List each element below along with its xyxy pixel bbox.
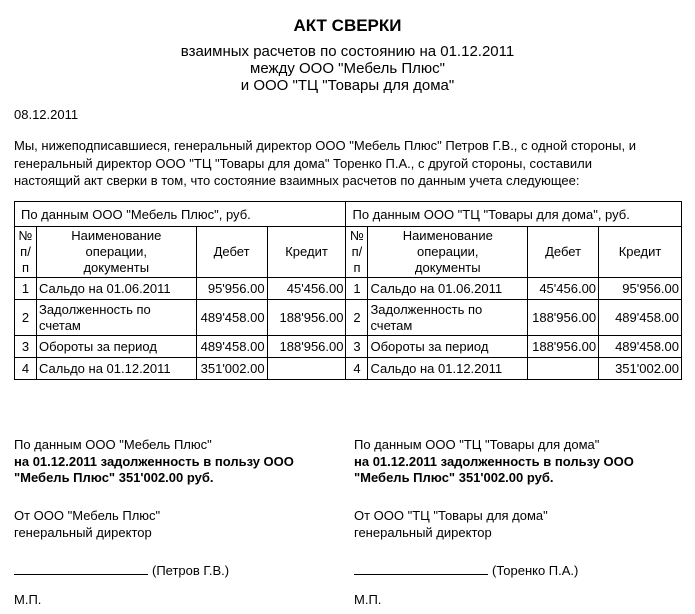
subtitle-line-1: взаимных расчетов по состоянию на 01.12.2011 xyxy=(180,43,515,60)
subtitle-line-3: и ООО "ТЦ "Товары для дома" xyxy=(240,77,455,94)
column-header-name: Наименование операции, документы xyxy=(368,227,528,278)
row-number: 4 xyxy=(346,358,368,380)
debit-cell: 351'002.00 xyxy=(196,358,267,380)
right-signature-block xyxy=(354,508,548,541)
debit-cell: 489'458.00 xyxy=(196,336,267,358)
debit-cell: 188'956.00 xyxy=(528,300,599,336)
column-header-name: Наименование операции, документы xyxy=(36,227,196,278)
row-number: 2 xyxy=(346,300,368,336)
right-party-header: По данным ООО "ТЦ "Товары для дома", руб. xyxy=(346,202,682,227)
operation-name: Сальдо на 01.12.2011 xyxy=(36,358,196,380)
left-party-header: По данным ООО "Мебель Плюс", руб. xyxy=(15,202,346,227)
left-signature-line xyxy=(14,562,229,580)
credit-cell: 489'458.00 xyxy=(599,300,682,336)
column-header-debit: Дебет xyxy=(196,227,267,278)
intro-line-2: генеральный директор ООО "ТЦ "Товары для дома" Торенко П.А., с другой стороны, составили xyxy=(14,155,592,171)
right-from: От ООО "ТЦ "Товары для дома" xyxy=(354,508,548,523)
signature-line xyxy=(354,562,488,575)
reconciliation-table xyxy=(14,201,682,380)
column-header-credit: Кредит xyxy=(267,227,346,278)
right-signer-name: (Торенко П.А.) xyxy=(492,563,579,578)
credit-cell: 351'002.00 xyxy=(599,358,682,380)
credit-cell: 188'956.00 xyxy=(267,336,346,358)
debit-cell: 95'956.00 xyxy=(196,278,267,300)
operation-name: Задолженность по счетам xyxy=(368,300,528,336)
right-stamp-place: М.П. xyxy=(354,592,382,607)
column-header-credit: Кредит xyxy=(599,227,682,278)
operation-name: Задолженность по счетам xyxy=(36,300,196,336)
row-number: 2 xyxy=(15,300,37,336)
column-header-debit: Дебет xyxy=(528,227,599,278)
document-date: 08.12.2011 xyxy=(14,107,79,122)
debit-cell: 188'956.00 xyxy=(528,336,599,358)
table-row xyxy=(15,300,682,336)
intro-line-1: Мы, нижеподписавшиеся, генеральный директор ООО "Мебель Плюс" Петров Г.В., с одной стороны, и xyxy=(14,138,636,153)
row-number: 1 xyxy=(346,278,368,300)
intro-line-3: настоящий акт сверки в том, что состояние взаимных расчетов по данным учета следующее: xyxy=(14,173,580,188)
left-signer-name: (Петров Г.В.) xyxy=(152,563,230,578)
signature-line xyxy=(14,562,148,575)
column-header-number: № п/п xyxy=(346,227,368,278)
credit-cell xyxy=(267,358,346,380)
row-number: 4 xyxy=(15,358,37,380)
left-conclusion: По данным ООО "Мебель Плюс" на 01.12.2011 задолженность в пользу ООО "Мебель Плюс" 351'002.00 руб. xyxy=(14,437,294,485)
left-role: генеральный директор xyxy=(14,524,152,540)
debit-cell xyxy=(528,358,599,380)
right-role: генеральный директор xyxy=(354,524,492,540)
operation-name: Обороты за период xyxy=(36,336,196,358)
operation-name: Обороты за период xyxy=(368,336,528,358)
left-stamp-place: М.П. xyxy=(14,592,42,607)
row-number: 3 xyxy=(15,336,37,358)
credit-cell: 188'956.00 xyxy=(267,300,346,336)
credit-cell: 45'456.00 xyxy=(267,278,346,300)
intro-paragraph xyxy=(14,137,682,190)
row-number: 1 xyxy=(15,278,37,300)
credit-cell: 489'458.00 xyxy=(599,336,682,358)
debit-cell: 489'458.00 xyxy=(196,300,267,336)
credit-cell: 95'956.00 xyxy=(599,278,682,300)
right-signature-line xyxy=(354,562,578,580)
table-row xyxy=(15,358,682,380)
right-conclusion: По данным ООО "ТЦ "Товары для дома" на 01.12.2011 задолженность в пользу ООО "Мебель Плюс" 351'002.00 руб. xyxy=(354,437,634,485)
document-title: АКТ СВЕРКИ xyxy=(293,16,402,35)
table-row xyxy=(15,278,682,300)
table-row xyxy=(15,336,682,358)
row-number: 3 xyxy=(346,336,368,358)
operation-name: Сальдо на 01.06.2011 xyxy=(368,278,528,300)
column-header-number: № п/п xyxy=(15,227,37,278)
left-from: От ООО "Мебель Плюс" xyxy=(14,508,161,523)
operation-name: Сальдо на 01.06.2011 xyxy=(36,278,196,300)
debit-cell: 45'456.00 xyxy=(528,278,599,300)
subtitle-line-2: между ООО "Мебель Плюс" xyxy=(250,60,445,77)
operation-name: Сальдо на 01.12.2011 xyxy=(368,358,528,380)
left-signature-block xyxy=(14,508,160,541)
